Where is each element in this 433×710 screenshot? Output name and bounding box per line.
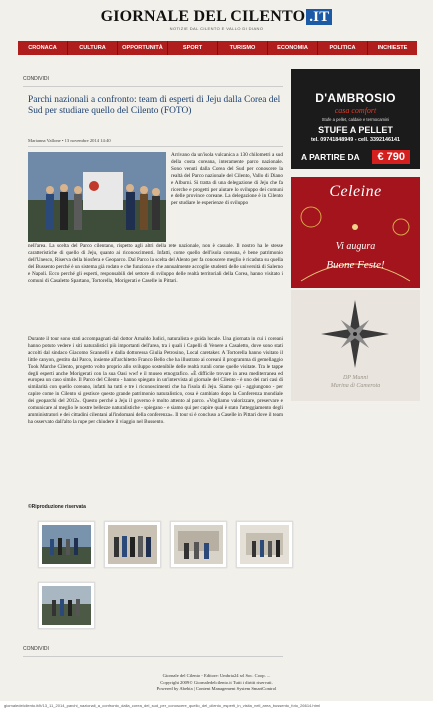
logo-text	[101, 8, 333, 26]
footer-copyright: Copyright 2009© Giornaledelcilento.it Tutti i diritti riservati.	[160, 679, 273, 685]
ad-headline: STUFE A PELLET	[318, 125, 393, 135]
footer-powered-by[interactable]: Powered by Abebia | Content Management System SmartControl	[156, 686, 277, 692]
sidebar-ad-marina[interactable]	[291, 290, 420, 401]
group-photo-image	[28, 152, 166, 242]
ad-price-label: A PARTIRE DA	[301, 152, 360, 162]
gallery-thumbnail[interactable]	[104, 521, 161, 568]
ad-tagline: Stufe a pellet, caldaie e termocamini	[321, 117, 390, 122]
logo-it-badge: .IT	[306, 9, 332, 25]
nav-item-economia[interactable]: ECONOMIA	[268, 41, 318, 55]
thumbnail-image	[108, 525, 157, 564]
site-footer	[0, 673, 433, 693]
site-logo[interactable]	[0, 8, 433, 31]
article-paragraph: Arrivano da un'isola vulcanica a 130 chilometri a sud della costa coreana, interamente parco nazionale. Sono venuti dalla Corea del Sud per conoscere la realtà del Parco nazionale del Cilento, Vallo di Diano e Alburni. Si tratta di una delegazione di Jeju che fa ricerche e progetti per aiutare lo sviluppo dei comuni e delle province coreane. La delegazione è in Cilento per studiare le esperienze di sviluppo	[171, 152, 283, 207]
sidebar-ad-celeine[interactable]	[291, 177, 420, 288]
gallery-thumbnail[interactable]	[38, 521, 95, 568]
nav-item-cultura[interactable]: CULTURA	[68, 41, 118, 55]
divider	[23, 86, 283, 87]
gallery-thumbnail[interactable]	[38, 582, 95, 629]
main-nav	[18, 41, 417, 55]
article-byline: Marianna Vallone • 13 novembre 2014 14:40	[28, 138, 111, 143]
ad-caption: DP Munni Marina di Camerota	[330, 375, 381, 389]
nav-item-cronaca[interactable]: CRONACA	[18, 41, 68, 55]
ad-price-row	[291, 149, 420, 167]
ad-brand: D'AMBROSIO	[315, 91, 396, 105]
ad-phone: tel. 09741848949 - cell. 3392146141	[310, 137, 401, 143]
article-main-photo[interactable]	[28, 152, 166, 242]
share-link-bottom[interactable]: CONDIVIDI	[23, 646, 49, 652]
gallery-thumbnail[interactable]	[170, 521, 227, 568]
divider	[23, 656, 283, 657]
divider	[28, 146, 283, 147]
nav-item-politica[interactable]: POLITICA	[318, 41, 368, 55]
thumbnail-image	[42, 525, 91, 564]
article-paragraph: nell'area. La scelta del Parco cilentano, rispetto agli altri della rete nazionale, non è casuale. Il nostro ha le stesse caratteristiche di quello di Jeju, quanto ai riconoscimenti. Infatti, come quello dell'isola coreana, è bene patrimonio dell'Unesco, Riserva della biosfera e Geoparco. Dal Parco la scelta del Alento per fa conoscere meglio è ricaduta su quella del Bussento perché è un sistema già rodato e che funziona e che annualmente accoglie studenti delle università di Salerno e Napoli. Ecco perché gli esperti, responsabili del settore di sviluppo delle realtà territoriali della Corea, hanno visitato i comuni di Casaletto Spartano, Tortorella, Morigerati e Caselle in Pittari.	[28, 243, 283, 284]
ad-greeting-2: Buone Feste!	[326, 259, 385, 271]
ad-subtitle: casa comfort	[334, 106, 377, 115]
ad-brand: Celeine	[329, 183, 382, 200]
gallery-thumbnail[interactable]	[236, 521, 293, 568]
page-url: giornaledelcilento.it/it/13_11_2014_parchi_nazionali_a_confronto_dalla_corea_del_sud_per_conoscere_quello_del_cilento_esperti_in_visita_nell_area_bussento_foto_26614.html	[0, 701, 433, 710]
copyright-notice: ©Riproduzione riservata	[28, 504, 86, 510]
footer-publisher: Giornale del Cilento - Editore: Umbria24 srl Soc. Coop. ...	[162, 673, 271, 678]
sidebar-ad-dambrosio[interactable]	[291, 69, 420, 169]
ad-price-badge: € 790	[372, 150, 410, 164]
ad-greeting: Vi augura	[335, 241, 376, 252]
article-paragraph: Durante il tour sono stati accompagnati dal dottor Arnaldo Iudici, naturalista e guida locale. Una giornata in cui i coreani hanno potuto vedere i siti naturalistici più importanti dell'area, tra i quali i Capelli di Venere a Casaletto, dove sono stati accolti dal sindaco Giacomo Scannelli e dalla dottoressa Giulia Petrosino, Local caretaker. A Tortorella hanno visitato il little canyon, gestito dal Parco, insieme all'architetto Franco Bello che ha illustrato ai coreani il programma di gemellaggio Took Marche Cilento, progetto volto proprio allo sviluppo sostenibile delle realtà rurali come quelle visitate. Tra le tappe degli esperti anche Morigerati con la sua Oasi wwf e il museo etnografico. «È difficile trovare in area mediterranea ed europea un caso simile. Il Parco del Cilento - hanno spiegato in un'intervista al giornale del Cilento - è uno dei rari casi di similarità con quello coreano, infatti ha tutti e tre i riconoscimenti che ha l'isola di Jeju. Siamo qui - aggiungono - per capire come in Cilento si gestisce questo grande patrimonio naturalistico, cosa è cambiato dopo la Conferenza mondiale dei geoparchi del 2012». Questo perché a Jeju il governo è molto attento al parco. «Vogliamo valorizzare, preservare e comunicare al meglio le nostre bellezze naturalistiche - spiegano - e siamo qui per capire qual è stato l'atteggiamento degli amministratori e dei cittadini cilentani all'indomani della conferenza». Il tour si è concluso a Caselle in Pittari dove il team ha osservato dall'alto la rupe per chiudere il viaggio nel Bussento.	[28, 336, 283, 425]
nav-item-turismo[interactable]: TURISMO	[218, 41, 268, 55]
nav-item-sport[interactable]: SPORT	[168, 41, 218, 55]
share-link-top[interactable]: CONDIVIDI	[23, 76, 49, 82]
thumbnail-image	[174, 525, 223, 564]
thumbnail-image	[240, 525, 289, 564]
nav-item-opportunita[interactable]: OPPORTUNITÀ	[118, 41, 168, 55]
thumbnail-image	[42, 586, 91, 625]
logo-tagline: NOTIZIE DAL CILENTO E VALLO DI DIANO	[169, 26, 264, 31]
article-title: Parchi nazionali a confronto: team di esperti di Jeju dalla Corea del Sud per studiare quello del Cilento (FOTO)	[28, 95, 281, 116]
nav-item-inchieste[interactable]: INCHIESTE	[368, 41, 417, 55]
logo-main-text: GIORNALE DEL CILENTO	[100, 8, 306, 25]
